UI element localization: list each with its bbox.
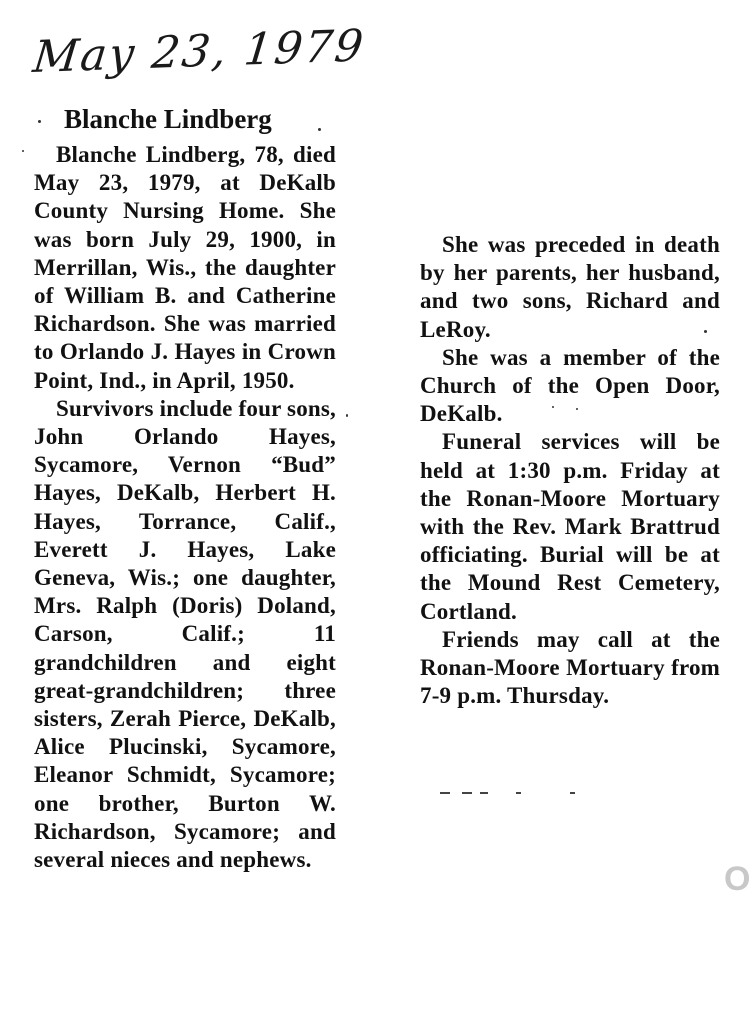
preceded-paragraph: She was preceded in death by her parents, her husband, and two sons, Richard and LeRoy. [420,232,720,342]
print-speck [552,406,554,408]
print-dash [570,792,575,794]
print-dash [440,792,450,794]
handwritten-date-text: May 23, 1979 [30,20,368,83]
print-speck [576,408,578,410]
obituary-headline: Blanche Lindberg [64,104,272,134]
print-speck [704,330,707,333]
handwritten-date [30,20,368,92]
right-column [420,231,720,710]
survivors-paragraph: Survivors include four sons, John Orlando Hayes, Sycamore, Vernon “Bud” Hayes, DeKalb, Herbert H. Hayes, Torrance, Calif., Everett J. Hayes, Lake Geneva, Wis.; one daughter, Mrs. Ralph (Doris) Doland, Carson, Calif.; 11 grandchildren and eight great-grandchildren; three sisters, Zerah Pierce, DeKalb, Alice Plucinski, Sycamore, Eleanor Schmidt, Sycamore; one brother, Burton W. Richardson, Sycamore; and several nieces and nephews. [34,395,336,873]
funeral-paragraph: Funeral services will be held at 1:30 p.m. Friday at the Ronan-Moore Mortuary with the Rev. Mark Brattrud officiating. Burial will be at the Mound Rest Cemetery, Cortland. [420,429,720,624]
left-column [34,141,336,874]
print-dash [480,792,488,794]
clipped-edge-letter: O [724,860,751,898]
print-dash [516,792,521,794]
print-speck [22,150,24,152]
visitation-paragraph: Friends may call at the Ronan-Moore Mortuary from 7-9 p.m. Thursday. [420,626,720,709]
print-dash [462,792,472,794]
obituary-paragraph: Blanche Lindberg, 78, died May 23, 1979, at DeKalb County Nursing Home. She was born July 29, 1900, in Merrillan, Wis., the daughter of William B. and Catherine Richardson. She was married to Orlando J. Hayes in Crown Point, Ind., in April, 1950. [34,142,336,393]
church-paragraph: She was a member of the Church of the Open Door, DeKalb. [420,344,720,427]
print-speck [318,128,321,131]
print-speck [38,120,41,123]
print-speck [346,414,348,417]
